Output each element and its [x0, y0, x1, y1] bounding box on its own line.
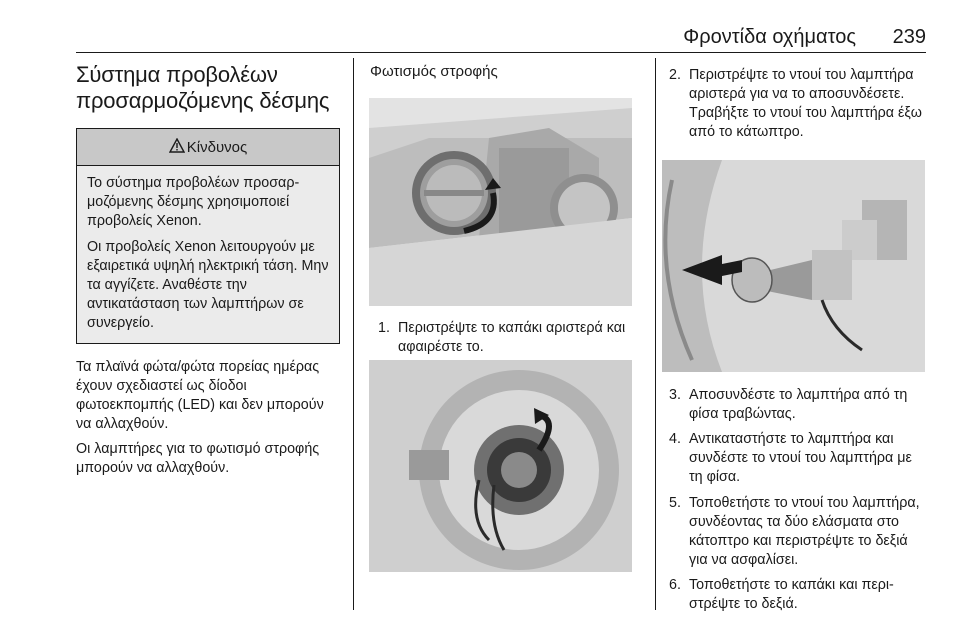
step-number: 3. [669, 387, 681, 403]
step-text: Αποσυνδέστε το λαμπτήρα από τη φίσα τραβώντας. [689, 387, 908, 422]
step-2 [669, 66, 927, 142]
danger-warning-box [76, 128, 340, 344]
warning-triangle-icon [169, 138, 185, 157]
step-text: Αντικαταστήστε το λαμπτήρα και συνδέστε το ντουί του λαμπτήρα με τη φίσα. [689, 431, 912, 485]
step-4 [669, 430, 927, 487]
paragraph: Οι λαμπτήρες για το φωτισμό στροφής μπορούν να αλλαχθούν. [76, 441, 320, 476]
column-divider-1 [353, 58, 354, 610]
column-divider-2 [655, 58, 656, 610]
bulb-removal-figure [662, 160, 925, 372]
bulb-holder-figure [369, 360, 632, 572]
column-2 [370, 62, 632, 82]
running-title: Φροντίδα οχήματος [683, 26, 856, 48]
step-1 [378, 319, 632, 357]
warning-paragraph: Το σύστημα προβολέων προσαρμοζόμενης δέσμης χρησιμοποιεί προβολείς Xenon. [87, 175, 300, 229]
warning-paragraph: Οι προβολείς Xenon λειτουργούν με εξαιρετικά υψηλή ηλεκτρική τάση. Μην τα αγγίζετε. Αναθέστε την αντικατάσταση των λαμπτήρων σε συνεργείο. [87, 239, 329, 331]
warning-body [77, 166, 339, 343]
page-number: 239 [892, 26, 926, 48]
subheading: Φωτισμός στροφής [370, 63, 498, 80]
header-rule [76, 52, 926, 53]
step-number: 6. [669, 577, 681, 593]
step-text: Περιστρέψτε το καπάκι αριστερά και αφαιρέστε το. [398, 320, 626, 355]
warning-title: Κίνδυνος [186, 138, 248, 156]
step-text: Τοποθετήστε το καπάκι και περιστρέψτε το δεξιά. [689, 577, 894, 612]
step-number: 1. [378, 320, 390, 336]
step-number: 4. [669, 431, 681, 447]
section-heading: Σύστημα προβολέων προσαρμοζόμενης δέσμης [76, 62, 330, 113]
step-6 [669, 576, 927, 614]
headlamp-cap-figure [369, 98, 632, 306]
step-text: Περιστρέψτε το ντουί του λαμπτήρα αριστερά για να το αποσυνδέσετε. Τραβήξτε το ντουί του λαμπτήρα έξω από το κάτωπτρο. [689, 67, 922, 140]
step-3 [669, 386, 927, 424]
warning-header [77, 129, 339, 166]
column-1 [76, 62, 346, 484]
step-number: 5. [669, 495, 681, 511]
step-text: Τοποθετήστε το ντουί του λαμπτήρα, συνδέοντας τα δύο ελάσματα στο κάτοπτρο και περιστρέψτε το δεξιά για να ασφαλίσει. [689, 495, 920, 568]
body-text [76, 358, 340, 478]
step-5 [669, 494, 927, 570]
step-number: 2. [669, 67, 681, 83]
paragraph: Τα πλαϊνά φώτα/φώτα πορείας ημέρας έχουν σχεδιαστεί ως δίοδοι φωτοεκπομπής (LED) και δεν μπορούν να αλλαχθούν. [76, 359, 324, 432]
